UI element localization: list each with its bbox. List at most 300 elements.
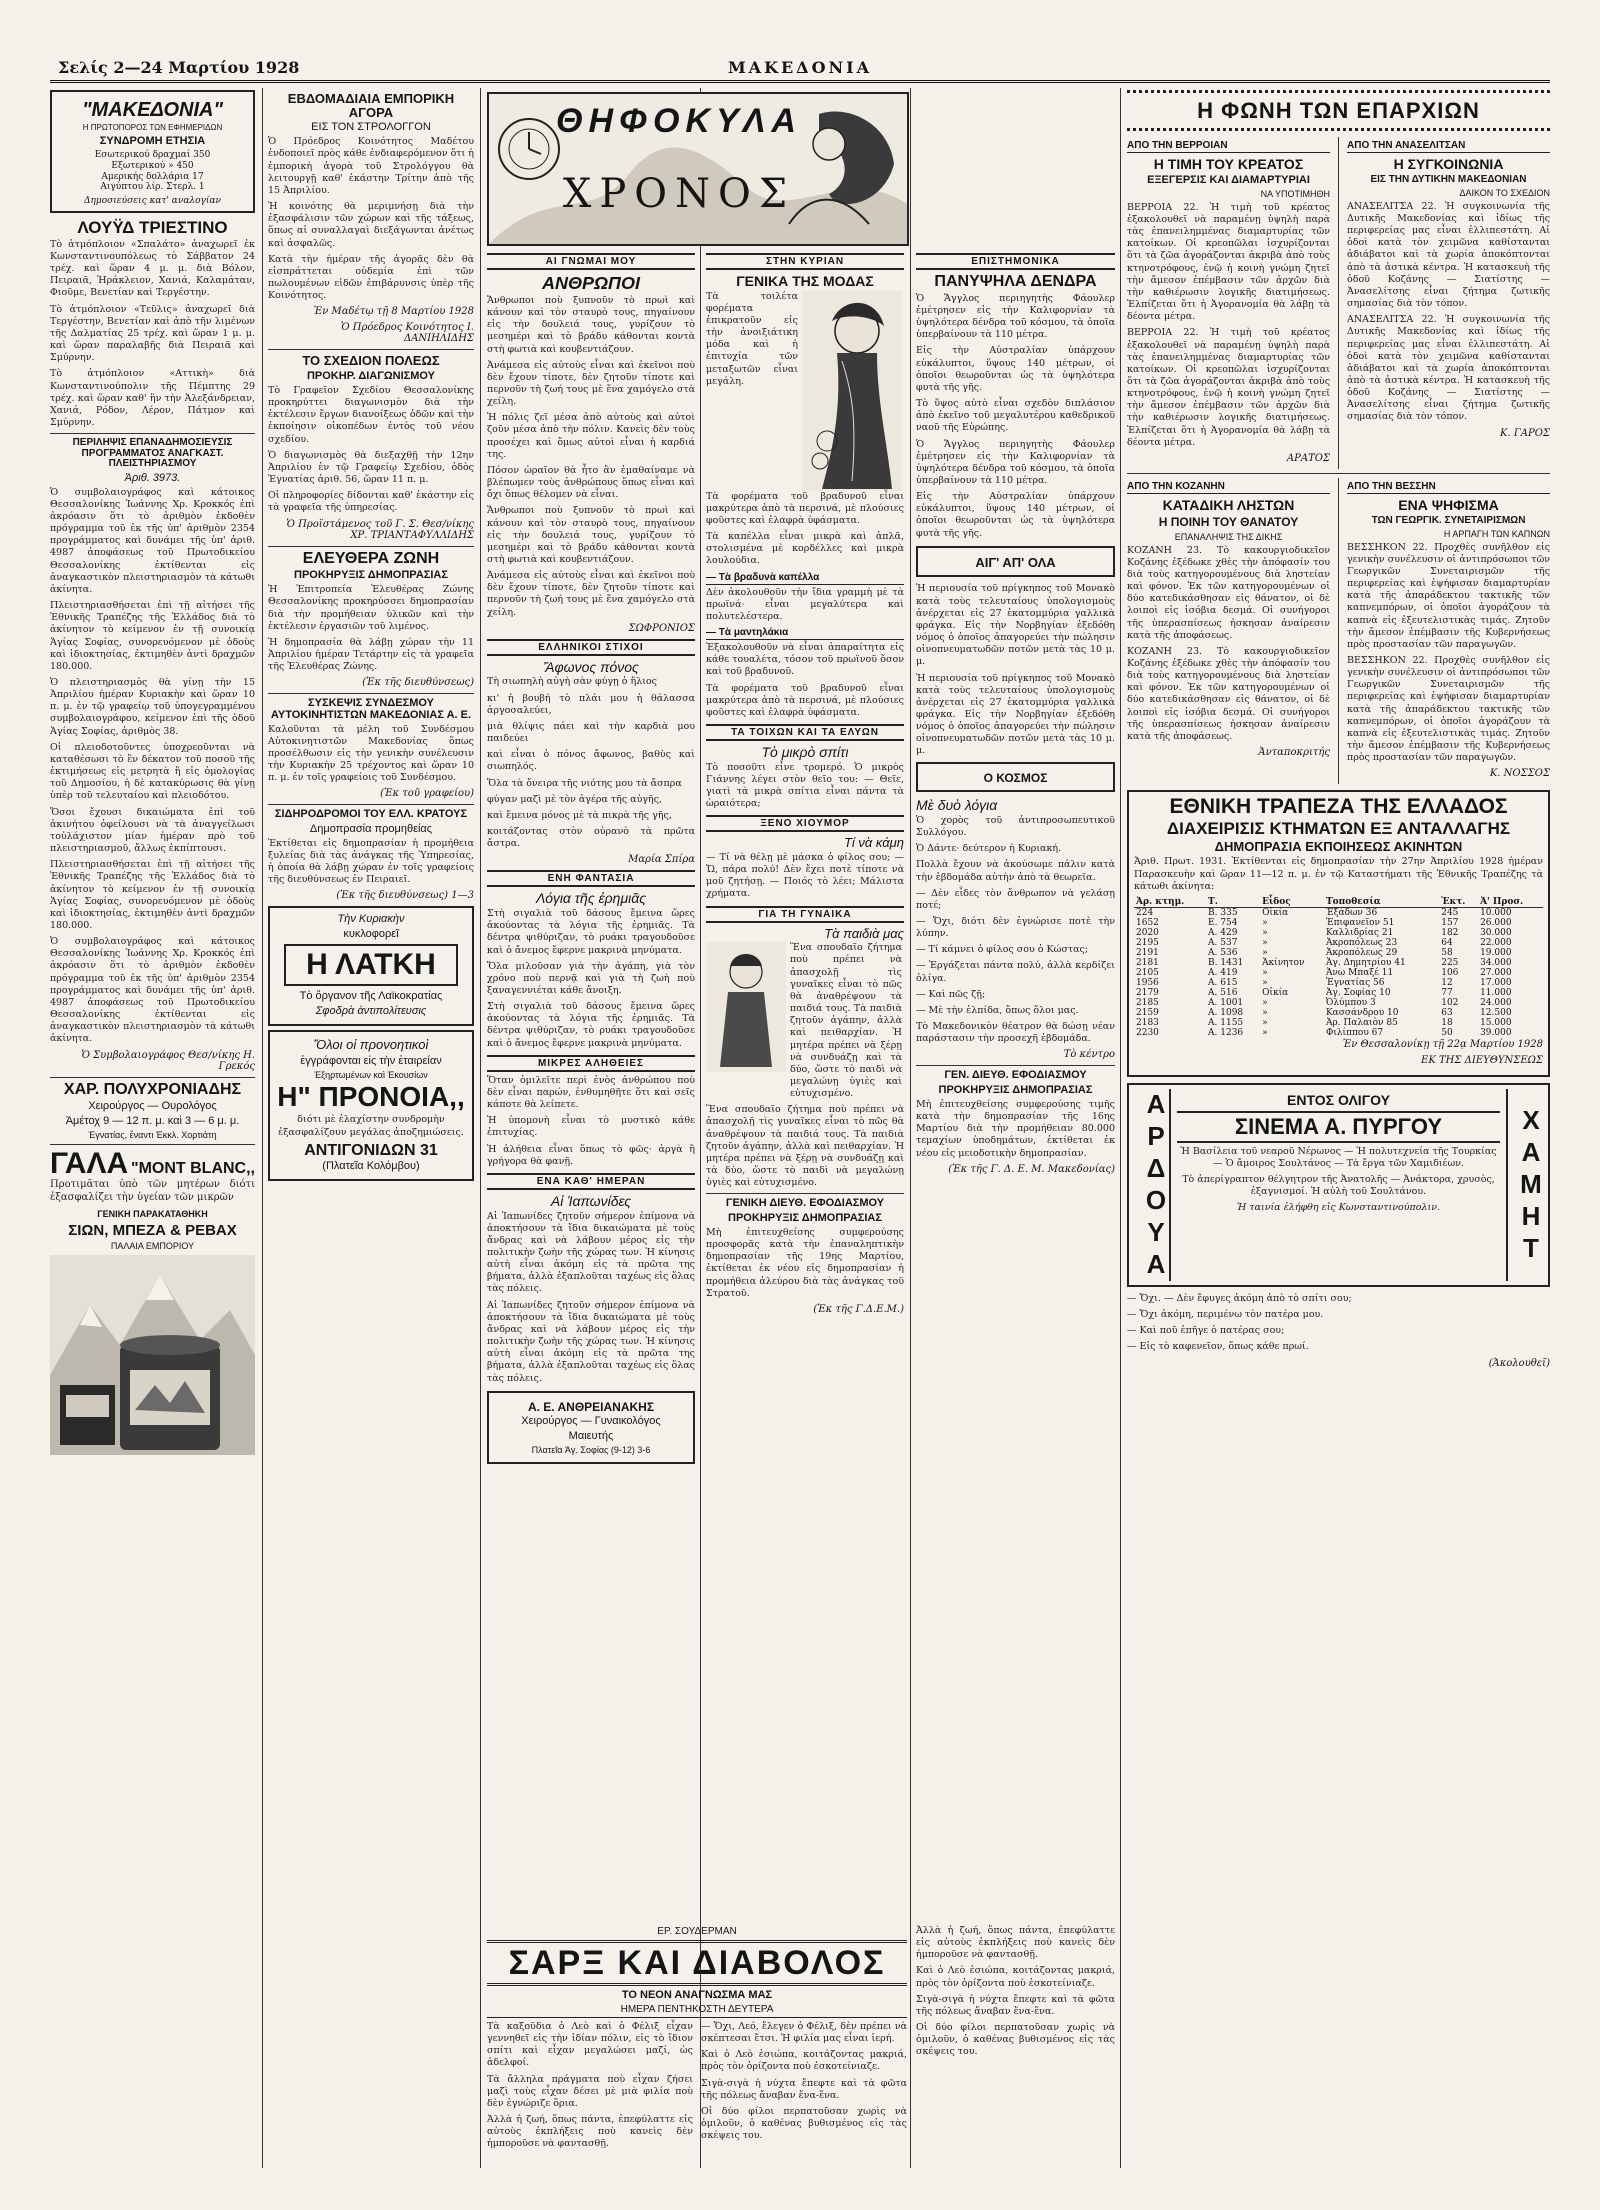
- milk-illustration: [50, 1255, 255, 1455]
- house-title: Τὸ μικρὸ σπίτι: [761, 744, 849, 761]
- trees-paragraph: Εἰς τὴν Αὐστραλίαν ὑπάρχουν εὐκάλυπτοι, ὕψους 140 μέτρων, οἱ ὁποῖοι θεωροῦνται ὡς τὰ ὑψηλότερα φυτὰ τῆς γῆς.: [916, 491, 1115, 539]
- cinema-top: ΕΝΤΟΣ ΟΛΙΓΟΥ: [1287, 1091, 1390, 1108]
- fashion-coat-text: Ἐξακολουθοῦν νὰ εἶναι ἀπαραίτητα εἰς κάθε τουαλέτα, τόσον τοῦ πρωϊνοῦ ὅσον καὶ τοῦ βραδυνοῦ.: [706, 642, 904, 678]
- poem-line: καὶ ἔμεινα μόνος μὲ τὰ πικρὰ τῆς γῆς,: [487, 809, 672, 821]
- lloyd-paragraph: Τὸ ἀτμόπλοιον «Σπαλάτο» ἀναχωρεῖ ἐκ Κωνσταντινουπόλεως τὸ Σάββατον 24 τρέχ. καὶ ὥραν 4 μ. μ. διὰ Βόλον, Πειραιᾶ, Ἡράκλειον, Χανιά, Καλαμάταν, Φιοῦμε, Βενετίαν καὶ Τεργέστην.: [50, 238, 255, 299]
- serial-block: [487, 1925, 907, 2170]
- bank-table-cell: Ἀκροπόλεως 29: [1325, 947, 1398, 958]
- bank-table-cell: »: [1262, 927, 1268, 938]
- bank-table-cell: 19.000: [1480, 947, 1512, 958]
- serial-paragraph: Ἀλλὰ ἡ ζωή, ὅπως πάντα, ἐπεφύλαττε εἰς αὐτοὺς ἐκπλήξεις ποὺ κανεὶς δὲν ἠμποροῦσε νὰ φαντασθῇ.: [487, 2114, 693, 2150]
- illustration-word: ΧΡΟΝΟΣ: [562, 171, 796, 217]
- bank-table-cell: 15.000: [1480, 1017, 1512, 1028]
- bank-table-cell: 157: [1441, 917, 1459, 928]
- kozani-sub: Η ΠΟΙΝΗ ΤΟΥ ΘΑΝΑΤΟΥ: [1158, 514, 1299, 529]
- bank-table-cell: 63: [1441, 1007, 1453, 1018]
- divider: [50, 1144, 255, 1145]
- auto-source: (Ἐκ τοῦ γραφείου): [380, 788, 474, 800]
- auction-sub: ΠΡΟΚΗΡΥΞΙΣ ΔΗΜΟΠΡΑΣΙΑΣ: [728, 1211, 882, 1224]
- humor-paragraph: — Τί νὰ θέλῃ μὲ μάσκα ὁ φίλος σου; — Ὤ, πάρα πολύ! Δὲν ἔχει ποτὲ τίποτε νὰ μοῦ ζητήσῃ. — Ποιός τὸ λέει; Μάλιστα χρήματα.: [706, 851, 904, 900]
- bank-table-cell: 102: [1441, 997, 1459, 1008]
- bank-table-cell: Ε. 754: [1208, 917, 1238, 928]
- berroia-paragraph: ΒΕΡΡΟΙΑ 22. Ἡ τιμὴ τοῦ κρέατος ἐξακολουθεῖ νὰ παραμένῃ ὑψηλὴ παρὰ τὰς ἐπανειλημμένας διαμαρτυρίας τῶν κατοίκων. Οἱ κρεοπῶλαι ἰσχυρίζονται ὅτι τὰ ζῶα ἀγοράζονται ἀκριβὰ ἀπὸ τοὺς κτηνοτρόφους, ἐνῷ ἡ κοινὴ γνώμη ζητεῖ τὴν ἄμεσον ἐπέμβασιν τῶν ἀρχῶν διὰ τὴν καθιέρωσιν λογικῆς διατιμήσεως. Ἐλπίζεται ὅτι ἡ Ἀγορανομία θὰ λάβῃ τὰ δέοντα μέτρα.: [1127, 201, 1331, 323]
- column-label: ΑΙ ΓΝΩΜΑΙ ΜΟΥ: [487, 253, 695, 270]
- free-zone-title: ΕΛΕΥΘΕΡΑ ΖΩΝΗ: [302, 549, 440, 567]
- bank-table-cell: 24.000: [1480, 997, 1512, 1008]
- aig-paragraph: Ἡ περιουσία τοῦ πρίγκηπος τοῦ Μονακὸ κατὰ τοὺς τελευταίους ὑπολογισμοὺς ἀνέρχεται εἰς 27 ἑκατομμύρια γαλλικὰ φράγκα. Εἰς τὴν Νορβηγίαν ἐξεδόθη νόμος ὁ ὁποῖος ἀπαγορεύει τὴν πώλησιν οἰνοπνευματωδῶν ποτῶν μετὰ τὰς 10 μ. μ.: [916, 672, 1115, 757]
- world-item: Τὸ Μακεδονικὸν θέατρον θὰ δώσῃ νέαν παράστασιν τὴν προσεχῆ ἑβδομάδα.: [916, 1021, 1115, 1045]
- bank-table-cell: Α. 1236: [1208, 1027, 1244, 1038]
- truth-item: Ἡ ὑπομονὴ εἶναι τὸ μυστικὸ κάθε ἐπιτυχίας.: [487, 1115, 695, 1139]
- aig-paragraph: Ἡ περιουσία τοῦ πρίγκηπος τοῦ Μονακὸ κατὰ τοὺς τελευταίους ὑπολογισμοὺς ἀνέρχεται εἰς 27 ἑκατομμύρια γαλλικὰ φράγκα. Εἰς τὴν Νορβηγίαν ἐξεδόθη νόμος ὁ ὁποῖος ἀπαγορεύει τὴν πώλησιν οἰνοπνευματωδῶν ποτῶν μετὰ τὰς 10 μ. μ.: [916, 583, 1115, 668]
- serial-column: [701, 2021, 907, 2155]
- women-paragraph: Ἕνα σπουδαῖο ζήτημα ποὺ πρέπει νὰ ἀπασχολῇ τὶς γυναῖκες εἶναι τὸ πῶς θὰ ἀναθρέψουν τὰ παιδιά τους. Τὰ παιδιὰ ζητοῦν ἀγάπην, ἀλλὰ καὶ πειθαρχίαν. Ἡ μητέρα πρέπει νὰ ξέρῃ νὰ συνδυάζῃ καὶ τὰ δύο, ὥστε τὸ παιδὶ νὰ μεγαλώνῃ ὑγιὲς καὶ εὐτυχισμένο.: [790, 942, 902, 1100]
- kozani-paragraph: ΚΟΖΑΝΗ 23. Τὸ κακουργιοδικεῖον Κοζάνης ἐξέδωκε χθὲς τὴν ἀπόφασίν του διὰ τοὺς κατηγορουμένους διὰ ληστείαν καὶ φόνον. Ἐκ τῶν κατηγορουμένων οἱ δύο κατεδικάσθησαν εἰς θάνατον, οἱ δὲ λοιποὶ εἰς ἰσόβια δεσμά. Οἱ συνήγοροι τῆς ὑπερασπίσεως ἠσκησαν ἀναίρεσιν κατὰ τῆς ἀποφάσεως.: [1127, 544, 1331, 641]
- column-rule: [910, 88, 911, 2168]
- bank-table-row: [1134, 938, 1543, 948]
- bank-table-cell: Οἰκία: [1262, 907, 1289, 918]
- lloyd-title: ΛΟΥΫΔ ΤΡΙΕΣΤΙΝΟ: [77, 217, 228, 237]
- japan-paragraph: Αἱ Ἰαπωνίδες ζητοῦν σήμερον ἐπίμονα νὰ ἀποκτήσουν τὰ ἴδια δικαιώματα μὲ τοὺς ἄνδρας καὶ νὰ λάβουν μέρος εἰς τὴν πολιτικὴν ζωὴν τῆς χώρας των. Ἡ κίνησις αὐτὴ εἶναι ἀκόμη εἰς τὰ πρῶτα της βήματα, ἀλλὰ ἐξαπλοῦται ταχέως εἰς ὅλας τὰς πόλεις.: [487, 1210, 695, 1295]
- lloyd-paragraph: Τὸ ἀτμόπλοιον «Τεῦλις» ἀναχωρεῖ διὰ Τεργέστην, Βενετίαν καὶ ἀπὸ τῆν λιμένων τῆς Δαλματίας 25 τρέχ. καὶ ὥραν 1 μ. μ. καὶ ὥραν παραλαβῆς διὰ Πειραιᾶ καὶ Σμύρνην.: [50, 303, 255, 364]
- bank-table-cell: 34.000: [1480, 957, 1512, 968]
- poem-line: καὶ εἶναι ὁ πόνος ἄφωνος, βαθὺς καὶ σιωπηλός.: [487, 749, 695, 773]
- bank-table-cell: »: [1262, 967, 1268, 978]
- subscription-line: Εσωτερικού δραχμαί 350: [94, 150, 211, 160]
- bank-table-cell: »: [1262, 977, 1268, 988]
- anaselitsa-article: [1347, 137, 1550, 469]
- pronoia-small: Ἐξηρτωμένων καὶ Ἐκουσίων: [314, 1070, 428, 1081]
- bank-table-cell: 2179: [1136, 987, 1159, 998]
- fashion-hat-heading: — Τὰ βραδυνὰ καπέλλα: [706, 572, 904, 585]
- serial-column: [487, 2021, 693, 2155]
- bank-date: Ἐν Θεσσαλονίκῃ τῇ 22ᾳ Μαρτίου 1928: [1342, 1038, 1543, 1050]
- bank-table-cell: Α. 1155: [1208, 1017, 1244, 1028]
- bank-table-cell: 27.000: [1480, 967, 1512, 978]
- milk-brand: "MONT BLANC,,: [130, 1160, 255, 1178]
- bank-table-cell: »: [1262, 1027, 1268, 1038]
- serial-paragraph: Καὶ ὁ Λεὸ ἐσιώπα, κοιτάζοντας μακριά, πρὸς τὸν ὁρίζοντα ποὺ ἐσκοτείνιαζε.: [701, 2049, 907, 2073]
- announcement-paragraph: Πλειστηριασθήσεται ἐπὶ τῇ αἰτήσει τῆς Ἐθνικῆς Τραπέζης τῆς Ἑλλάδος διὰ τὸ ἀκίνητον τὸ κείμενον ἐν τῇ συνοικίᾳ Ἁγίας Σοφίας, συνορευόμενον μὲ ὁδοὺς καὶ ἰδιοκτησίας, ἐκτιμηθὲν ἀντὶ δραχμῶν 180.000.: [50, 859, 255, 931]
- bank-table-row: [1134, 928, 1543, 938]
- vessi-sub: ΤΩΝ ΓΕΩΡΓΙΚ. ΣΥΝΕΤΑΙΡΙΣΜΩΝ: [1371, 514, 1526, 526]
- japan-label: ΕΝΑ ΚΑΘ' ΗΜΕΡΑΝ: [487, 1173, 695, 1190]
- subscription-line: Εξωτερικού » 450: [111, 160, 194, 171]
- bank-table-row: [1134, 978, 1543, 988]
- competition-paragraph: Ὁ διαγωνισμὸς θὰ διεξαχθῇ τὴν 12ην Ἀπριλίου ἐν τῷ Γραφείῳ Σχεδίου, ὁδὸς Ἐγνατίας ἀριθ. 56, ὥραν 11 π. μ.: [268, 449, 474, 486]
- bank-table-cell: 39.000: [1480, 1027, 1512, 1038]
- doctor-address: Πλατεῖα Ἁγ. Σοφίας (9-12) 3-6: [531, 1445, 651, 1456]
- world-label: Ο ΚΟΣΜΟΣ: [983, 770, 1048, 785]
- pronoia-text: διότι μὲ ἐλαχίστην συνδρομὴν ἐξασφαλίζουν μεγάλας ἀποζημιώσεις.: [278, 1114, 464, 1138]
- cinema-line: Ἡ Βασίλεια τοῦ νεαροῦ Νέρωνος — Ἡ πολυτεχνεία τῆς Τουρκίας — Ὁ ἄμοιρος Σουλτάνος — Τὰ ἔργα τῶν Χαμιδιέων.: [1180, 1145, 1497, 1169]
- competition-paragraph: Οἱ πληροφορίες δίδονται καθ' ἑκάστην εἰς τὰ γραφεῖα τῆς ὑπηρεσίας.: [268, 490, 474, 514]
- bank-table-cell: 64: [1441, 937, 1453, 948]
- cinema-ad: [1127, 1083, 1550, 1287]
- pronoia-address2: (Πλατεῖα Κολόμβου): [322, 1159, 420, 1172]
- bank-table-cell: 12: [1441, 977, 1453, 988]
- fashion-paragraph: Τὰ καπέλλα εἶναι μικρὰ καὶ ἁπλᾶ, στολισμένα μὲ κορδέλλες καὶ μικρὰ λουλούδια.: [706, 531, 904, 567]
- bank-table-cell: 2159: [1136, 1007, 1159, 1018]
- bank-table-cell: Α. 537: [1208, 937, 1238, 948]
- berroia-article: [1127, 137, 1330, 469]
- bank-table-cell: 30.000: [1480, 927, 1512, 938]
- milk-agent-address: ΠΑΛΑΙΑ ΕΜΠΟΡΙΟΥ: [110, 1240, 195, 1251]
- divider: [916, 1065, 1115, 1066]
- serial-paragraph: — Ὄχι, Λεό, ἔλεγεν ὁ Φέλιξ, δὲν πρέπει νὰ σκέπτεσαι ἔτσι. Ἡ φιλία μας εἶναι ἱερή.: [701, 2021, 907, 2045]
- japan-paragraph: Αἱ Ἰαπωνίδες ζητοῦν σήμερον ἐπίμονα νὰ ἀποκτήσουν τὰ ἴδια δικαιώματα μὲ τοὺς ἄνδρας καὶ νὰ λάβουν μέρος εἰς τὴν πολιτικὴν ζωὴν τῆς χώρας των. Ἡ κίνησις αὐτὴ εἶναι ἀκόμη εἰς τὰ πρῶτα της βήματα, ἀλλὰ ἐξαπλοῦται ταχέως εἰς ὅλας τὰς πόλεις.: [487, 1299, 695, 1384]
- announcement-paragraph: Ὁ πλειστηριασμὸς θὰ γίνῃ τὴν 15 Ἀπριλίου ἡμέραν Κυριακὴν καὶ ὥραν 10 π. μ. ἐν τῷ γραφείῳ τοῦ ὑπογεγραμμένου συμβολαιογράφου, κείμενον ἐπὶ τῆς ὁδοῦ Ἁγίας Σοφίας, ἀριθμὸς 38.: [50, 677, 255, 737]
- bank-table-cell: Ἀκίνητον: [1262, 957, 1305, 968]
- world-item: Ὁ χορὸς τοῦ ἀντιπροσωπευτικοῦ Συλλόγου.: [916, 814, 1115, 839]
- fill-line: — Εἰς τὸ καφενεῖον, ὅπως κάθε πρωί.: [1127, 1341, 1309, 1353]
- bank-table-cell: Ἀγ. Σοφίας 10: [1325, 987, 1391, 998]
- illustration-header: [487, 92, 909, 246]
- essay-paragraph: Ἄνθρωποι ποὺ ξυπνοῦν τὸ πρωὶ καὶ κάνουν καὶ τὸν σταυρὸ τους, πηγαίνουν εἰς τὴν δουλειά τους, γυρίζουν τὸ μεσημέρι καὶ τὸ βράδυ κάθονται κοντὰ στὴ φωτιὰ καὶ κουβεντιάζουν.: [487, 505, 695, 566]
- column-2: [268, 88, 474, 2168]
- bank-signer: ΕΚ ΤΗΣ ΔΙΕΥΘΥΝΣΕΩΣ: [1421, 1054, 1543, 1066]
- latki-tag: Σφοδρὰ ἀντιπολίτευσις: [315, 1005, 427, 1018]
- cinema-line: Τὸ ἀπερίγραπτον θέλγητρον τῆς Ἀνατολῆς — Ἀνάκτορα, χρυσὸς, ἐξαγνισμοί. Ἡ αὐλὴ τοῦ Σουλτάνου.: [1182, 1173, 1495, 1198]
- bank-table-cell: »: [1262, 997, 1268, 1008]
- bank-table-cell: 1652: [1136, 917, 1159, 928]
- fill-line: — Καὶ ποῦ ἐπῆγε ὁ πατέρας σου;: [1127, 1325, 1285, 1337]
- bank-table-cell: Φιλίππου 67: [1325, 1027, 1384, 1038]
- paper-name: ΜΑΚΕΔΟΝΙΑ: [727, 58, 873, 77]
- trees-title: ΠΑΝΥΨΗΛΑ ΔΕΝΔΡΑ: [934, 273, 1097, 290]
- provinces-top-row: [1127, 137, 1550, 469]
- lloyd-paragraph: Τὸ ἀτμόπλοιον «Αττικὴ» διὰ Κωνσταντινούπολιν τῆς Πέμπτης 29 τρέχ. καὶ ὥραν καθ' ἣν τὴν Ἀλεξάνδρειαν, Χανιά, Ρόδον, Λέρον, Πάτμον καὶ Σμύρνην.: [50, 368, 255, 429]
- market-sub: ΕΙΣ ΤΟΝ ΣΤΡΟΛΟΓΓΟΝ: [311, 121, 431, 134]
- bank-table-cell: 2191: [1136, 947, 1159, 958]
- column-1: [50, 88, 255, 2168]
- bank-sub: ΔΙΑΧΕΙΡΙΣΙΣ ΚΤΗΜΑΤΩΝ ΕΞ ΑΝΤΑΛΛΑΓΗΣ: [1166, 819, 1511, 839]
- story-title: Λόγια τῆς ἐρημιᾶς: [535, 890, 647, 907]
- essay-paragraph: Ἀνάμεσα εἰς αὐτοὺς εἶναι καὶ ἐκεῖνοι ποὺ δὲν ἔχουν τίποτε, δὲν ζητοῦν τίποτε καὶ περνοῦν τὴ ζωή τους μὲ ἕνα χαμόγελο στὰ χείλη.: [487, 570, 695, 618]
- essay-title: ΑΝΘΡΩΠΟΙ: [542, 273, 640, 293]
- bank-table-cell: »: [1262, 937, 1268, 948]
- auction-source: (Ἐκ τῆς Γ. Δ. Ε. Μ. Μακεδονίας): [948, 1163, 1115, 1175]
- bank-table-row: [1134, 1008, 1543, 1018]
- science-label: ΕΠΙΣΤΗΜΟΝΙΚΑ: [916, 253, 1115, 270]
- essay-paragraph: Ἄνθρωποι ποὺ ξυπνοῦν τὸ πρωὶ καὶ κάνουν καὶ τὸν σταυρὸ τους, πηγαίνουν εἰς τὴν δουλειά τους, γυρίζουν τὸ μεσημέρι καὶ τὸ βράδυ κάθονται κοντὰ στὴ φωτιὰ καὶ κουβεντιάζουν.: [487, 294, 695, 355]
- bank-table-cell: 11.000: [1480, 987, 1512, 998]
- bank-table-cell: Κασσάνδρου 10: [1325, 1007, 1399, 1018]
- bank-table-cell: 225: [1441, 957, 1459, 968]
- world-signer: Τὸ κέντρο: [1063, 1049, 1115, 1061]
- fill-line: — Ὄχι. — Δὲν ἔφυγες ἀκόμη ἀπὸ τὸ σπίτι σου;: [1127, 1292, 1352, 1304]
- bank-table: [1134, 897, 1543, 1038]
- trees-paragraph: Ὁ Ἄγγλος περιηγητὴς Φάουλερ ἐμέτρησεν εἰς τὴν Καλιφορνίαν τὰ ὑψηλότερα δένδρα τοῦ κόσμου, τὰ ὁποῖα ὑπερβαίνουν τὰ 110 μέτρα.: [916, 292, 1115, 341]
- bank-table-cell: 182: [1441, 927, 1459, 938]
- bank-table-cell: 2195: [1136, 937, 1159, 948]
- kozani-article: [1127, 478, 1330, 785]
- divider: [50, 433, 255, 434]
- fashion-label: ΣΤΗΝ ΚΥΡΙΑΝ: [706, 253, 904, 270]
- world-item: Ὁ Δάντε· δεύτερον ἡ Κυριακή.: [916, 843, 1062, 855]
- doctor-sub: Μαιευτής: [568, 1430, 614, 1443]
- vessi-from: ΑΠΟ ΤΗΝ ΒΕΣΣΗΝ: [1347, 481, 1550, 494]
- column-rule: [700, 88, 701, 2168]
- bank-table-row: [1134, 998, 1543, 1008]
- bank-title: ΕΘΝΙΚΗ ΤΡΑΠΕΖΑ ΤΗΣ ΕΛΛΑΔΟΣ: [1169, 795, 1508, 819]
- bank-col-header: Ἐκτ.: [1439, 897, 1478, 908]
- column-3: [487, 248, 695, 1920]
- auction-paragraph: Μὴ ἐπιτευχθείσης συμφερούσης τιμῆς κατὰ τὴν δημοπρασίαν τῆς 16ης Μαρτίου διὰ τὴν προμήθειαν 80.000 τεμαχίων ὑποδημάτων, ἐκτίθεται ἐκ νέου εἰς μειοδοτικὴν δημοπρασίαν.: [916, 1098, 1115, 1159]
- subscription-line: Αιγύπτου λίρ. Στερλ. 1: [100, 182, 205, 193]
- illustration-title: ΘΗΦΟΚΥΛΑ: [556, 102, 802, 140]
- milk-text: Προτιμᾶται ὑπὸ τῶν μητέρων διότι ἐξασφαλίζει τὴν ὑγείαν τῶν μικρῶν: [50, 1179, 255, 1204]
- serial-paragraph: Οἱ δύο φίλοι περπατοῦσαν χωρὶς νὰ ὁμιλοῦν, ὁ καθένας βυθισμένος εἰς τὰς σκέψεις του.: [916, 2022, 1115, 2058]
- bank-table-cell: Ἐπιφανεῖον 51: [1325, 917, 1395, 928]
- market-date: Ἐν Μαδέτῳ τῇ 8 Μαρτίου 1928: [313, 306, 474, 318]
- bank-table-cell: 58: [1441, 947, 1453, 958]
- serial-continued: [916, 1925, 1115, 2170]
- cinema-left: ΑΡΔΟΥΑ: [1133, 1089, 1171, 1281]
- women-label: ΓΙΑ ΤΗ ΓΥΝΑΙΚΑ: [706, 906, 904, 923]
- serial-paragraph: Καὶ ὁ Λεὸ ἐσιώπα, κοιτάζοντας μακριά, πρὸς τὸν ὁρίζοντα ποὺ ἐσκοτείνιαζε.: [916, 1965, 1115, 1989]
- latki-desc: Τὸ ὄργανον τῆς Λαϊκοκρατίας: [299, 990, 443, 1003]
- announcement-paragraph: Οἱ πλειοδοτοῦντες ὑποχρεοῦνται νὰ καταθέσωσι τὸ ἓν δέκατον τοῦ ποσοῦ τῆς ἐκτιμήσεως εἰς μετρητὰ ἢ εἰς ὁμολογίας τοῦ Δημοσίου, ἡ δὲ κατακύρωσις θὰ γίνῃ ὑπὲρ τοῦ τελευταίου καὶ πλειοδότου.: [50, 741, 255, 802]
- doctor-role: Χειρούργος — Ουρολόγος: [88, 1100, 217, 1113]
- fashion-paragraph: Τὰ τοιλέτα φορέματα ἐπικρατοῦν εἰς τὴν ἀνοιξιάτικη μόδα καὶ ἡ ἐπιτυχία τῶν μεταξωτῶν εἶναι μεγάλη.: [706, 290, 798, 387]
- latki-mid: κυκλοφορεῖ: [343, 928, 399, 941]
- bank-table-cell: Α. 516: [1208, 987, 1238, 998]
- pronoia-title: Η" ΠΡΟΝΟΙΑ,,: [277, 1081, 465, 1113]
- free-zone-source: (Ἐκ τῆς διευθύνσεως): [362, 677, 474, 689]
- serial-paragraph: Ἀλλὰ ἡ ζωή, ὅπως πάντα, ἐπεφύλαττε εἰς αὐτοὺς ἐκπλήξεις ποὺ κανεὶς δὲν ἠμποροῦσε νὰ φαντασθῇ.: [916, 1925, 1115, 1961]
- anaselitsa-from: ΑΠΟ ΤΗΝ ΑΝΑΣΕΛΙΤΣΑΝ: [1347, 140, 1550, 153]
- auction-sub: ΠΡΟΚΗΡΥΞΙΣ ΔΗΜΟΠΡΑΣΙΑΣ: [938, 1083, 1093, 1096]
- bank-table-cell: Α. 536: [1208, 947, 1238, 958]
- bank-table-row: [1134, 968, 1543, 978]
- bank-table-cell: Ἀρ. Παλαιὸν 85: [1325, 1017, 1398, 1028]
- column-rule: [480, 88, 481, 2168]
- subscription-note: Δημοσιεύσεις κατ' αναλογίαν: [83, 196, 222, 207]
- bank-table-cell: Α. 615: [1208, 977, 1238, 988]
- competition-title: ΤΟ ΣΧΕΔΙΟΝ ΠΟΛΕΩΣ: [302, 353, 440, 369]
- serial-paragraph: Σιγὰ-σιγὰ ἡ νύχτα ἔπεφτε καὶ τὰ φῶτα τῆς πόλεως ἄναβαν ἕνα-ἕνα.: [916, 1993, 1115, 2017]
- world-item: Πολλὰ ἔχουν νὰ ἀκούσωμε πάλιν κατὰ τὴν ἑβδομάδα αὐτὴν ἀπὸ τὰ θεωρεῖα.: [916, 859, 1115, 883]
- rail-paragraph: Ἐκτίθεται εἰς δημοπρασίαν ἡ προμήθεια ξυλείας διὰ τὰς ἀνάγκας τῆς Ὑπηρεσίας, ἡ ὁποία θὰ λάβῃ χώραν ἐν τοῖς γραφείοις τῆς διευθύνσεως ἐν Πειραιεῖ.: [268, 837, 474, 886]
- milk-agent-label: ΓΕΝΙΚΗ ΠΑΡΑΚΑΤΑΘΗΚΗ: [97, 1208, 208, 1219]
- serial-paragraph: Οἱ δύο φίλοι περπατοῦσαν χωρὶς νὰ ὁμιλοῦν, ὁ καθένας βυθισμένος εἰς τὰς σκέψεις του.: [701, 2105, 907, 2142]
- pronoia-address: ΑΝΤΙΓΟΝΙΔΩΝ 31: [304, 1141, 438, 1159]
- doctor-box: [487, 1391, 695, 1465]
- announcement-paragraph: Ὅσοι ἔχουσι δικαιώματα ἐπὶ τοῦ ἀκινήτου ὀφείλουσι νὰ τὰ ἀναγγείλωσι τοὐλάχιστον μίαν ἡμέραν πρὸ τοῦ πλειστηριασμοῦ, ἄλλως ἐκπίπτουσι.: [50, 806, 255, 855]
- bank-table-row: [1134, 958, 1543, 968]
- bank-table-cell: 2183: [1136, 1017, 1159, 1028]
- bank-table-row: [1134, 1018, 1543, 1028]
- women-block: [706, 942, 904, 1104]
- humor-label: ΞΕΝΟ ΧΙΟΥΜΟΡ: [706, 815, 904, 832]
- provinces-bottom-row: [1127, 478, 1550, 785]
- trees-paragraph: Ὁ Ἄγγλος περιηγητὴς Φάουλερ ἐμέτρησεν εἰς τὴν Καλιφορνίαν τὰ ὑψηλότερα δένδρα τοῦ κόσμου, τὰ ὁποῖα ὑπερβαίνουν τὰ 110 μέτρα.: [916, 438, 1115, 486]
- milk-agent: ΣΙΩΝ, ΜΠΕΖΑ & ΡΕΒΑΧ: [68, 1221, 237, 1239]
- bank-table-cell: 2185: [1136, 997, 1159, 1008]
- bank-col-header: Εἶδος: [1260, 897, 1324, 908]
- subscription-line: Αμερικής δολλάρια 17: [101, 171, 204, 182]
- vessi-paragraph: ΒΕΣΣΗΚΟΝ 22. Προχθὲς συνῆλθον εἰς γενικὴν συνέλευσιν οἱ ἀντιπρόσωποι τῶν Γεωργικῶν Συνεταιρισμῶν τῆς περιφερείας καὶ ἐψήφισαν διαμαρτυρίαν κατὰ τῆς ἀπαράδεκτου τακτικῆς τῶν καπνεμπόρων, οἱ ὁποῖοι ἀγοράζουν τὰ καπνὰ εἰς ἐξευτελιστικὰς τιμάς. Ζητοῦν τὴν ἄμεσον ἐπέμβασιν τῆς Κυβερνήσεως πρὸς προστασίαν τῶν παραγωγῶν.: [1347, 655, 1550, 764]
- bank-table-cell: Οἰκία: [1262, 987, 1289, 998]
- auction-title: ΓΕΝΙΚΗ ΔΙΕΥΘ. ΕΦΟΔΙΑΣΜΟΥ: [725, 1197, 885, 1210]
- subscription-box: [50, 90, 255, 213]
- world-box: [916, 762, 1115, 793]
- bank-table-cell: 2105: [1136, 967, 1159, 978]
- bank-table-cell: 26.000: [1480, 917, 1512, 928]
- doctor-role: Χειρούργος — Γυναικολόγος: [521, 1415, 661, 1428]
- bank-intro: Ἀριθ. Πρωτ. 1931. Ἐκτίθενται εἰς δημοπρασίαν τὴν 27ην Ἀπριλίου 1928 ἡμέραν Παρασκευὴν καὶ ὥραν 11—12 π. μ. ἐν τῷ Καταστήματι τῆς Ἐθνικῆς Τραπέζης τὰ κάτωθι ἀκίνητα:: [1134, 856, 1543, 892]
- fashion-intro: [706, 291, 904, 491]
- serial-paragraph: Τὰ ἄλληλα πράγματα ποὺ εἶχαν ζήσει μαζὶ τοὺς εἶχαν δέσει μὲ μιὰ φιλία ποὺ δὲν ἐγνώριζε ὅρια.: [487, 2073, 693, 2109]
- vessi-paragraph: ΒΕΣΣΗΚΟΝ 22. Προχθὲς συνῆλθον εἰς γενικὴν συνέλευσιν οἱ ἀντιπρόσωποι τῶν Γεωργικῶν Συνεταιρισμῶν τῆς περιφερείας καὶ ἐψήφισαν διαμαρτυρίαν κατὰ τῆς ἀπαράδεκτου τακτικῆς τῶν καπνεμπόρων, οἱ ὁποῖοι ἀγοράζουν τὰ καπνὰ εἰς ἐξευτελιστικὰς τιμάς. Ζητοῦν τὴν ἄμεσον ἐπέμβασιν τῆς Κυβερνήσεως πρὸς προστασίαν τῶν παραγωγῶν.: [1347, 541, 1550, 650]
- bank-table-header: [1134, 897, 1543, 908]
- rail-title: ΣΙΔΗΡΟΔΡΟΜΟΙ ΤΟΥ ΕΛΛ. ΚΡΑΤΟΥΣ: [274, 808, 468, 821]
- latki-top: Τὴν Κυριακὴν: [337, 913, 405, 926]
- world-item: — Ἐργάζεται πάντα πολύ, ἀλλὰ κερδίζει ὀλίγα.: [916, 960, 1115, 984]
- bank-table-cell: Ἐγνατίας 56: [1325, 977, 1385, 988]
- column-5: [916, 248, 1115, 1920]
- anaselitsa-signer: Κ. ΓΑΡΟΣ: [1500, 427, 1550, 439]
- divider: [50, 1077, 255, 1078]
- free-zone-paragraph: Ἡ δημοπρασία θὰ λάβῃ χώραν τὴν 11 Ἀπριλίου ἡμέραν Τετάρτην εἰς τὰ γραφεῖα τῆς Ἐλευθέρας Ζώνης.: [268, 636, 474, 673]
- bank-table-cell: Ἀκροπόλεως 23: [1325, 937, 1398, 948]
- latki-title: Η ΛΑΤΚΗ: [284, 944, 458, 986]
- column-rule: [1120, 88, 1121, 2168]
- announcement-title: ΠΕΡΙΛΗΨΙΣ ΕΠΑΝΑΔΗΜΟΣΙΕΥΣΙΣ ΠΡΟΓΡΑΜΜΑΤΟΣ ΑΝΑΓΚΑΣΤ. ΠΛΕΙΣΤΗΡΙΑΣΜΟΥ: [72, 437, 233, 470]
- divider: [1127, 473, 1550, 474]
- auto-title: ΣΥΣΚΕΨΙΣ ΣΥΝΔΕΣΜΟΥ ΑΥΤΟΚΙΝΗΤΙΣΤΩΝ ΜΑΚΕΔΟΝΙΑΣ Α. Ε.: [270, 697, 472, 721]
- column-rule: [1338, 478, 1339, 785]
- page-date: Σελίς 2—24 Μαρτίου 1928: [58, 58, 300, 77]
- auction-title: ΓΕΝ. ΔΙΕΥΘ. ΕΦΟΔΙΑΣΜΟΥ: [944, 1069, 1087, 1082]
- kozani-title: ΚΑΤΑΔΙΚΗ ΛΗΣΤΩΝ: [1162, 496, 1295, 513]
- bank-table-cell: 224: [1136, 907, 1154, 918]
- pronoia-desc: ἐγγράφονται εἰς τὴν ἐταιρείαν: [300, 1055, 442, 1068]
- competition-signer: Ὁ Προϊστάμενος τοῦ Γ. Σ. Θεσ/νίκης ΧΡ. ΤΡΙΑΝΤΑΦΥΛΛΙΔΗΣ: [286, 518, 474, 541]
- pronoia-top: Ὅλοι οἱ προνοητικοὶ: [313, 1037, 429, 1053]
- bank-table-row: [1134, 948, 1543, 958]
- divider: [268, 693, 474, 694]
- cinema-name: ΣΙΝΕΜΑ Α. ΠΥΡΓΟΥ: [1177, 1111, 1500, 1143]
- fashion-coat-heading: — Τὰ μαντηλάκια: [706, 627, 904, 640]
- fashion-paragraph: Τὰ φορέματα τοῦ βραδυνοῦ εἶναι μακρύτερα ἀπὸ τὰ περσινά, μὲ πλούσιες φοῦστες καὶ ἐλαφρὰ ὑφάσματα.: [706, 490, 904, 526]
- story-paragraph: Στὴ σιγαλιὰ τοῦ δάσους ἔμεινα ὥρες ἀκούοντας τὰ λόγια τῆς ἐρημιᾶς. Τὰ δέντρα ψιθύριζαν, τὸ ρυάκι τραγουδοῦσε καὶ ὁ ἄνεμος ἔφερνε μακρινὰ μηνύματα.: [487, 908, 695, 956]
- house-paragraph: Τὸ ποσοῦτι εἶνε τρομερό. Ὁ μικρὸς Γιάννης λέγει στὸν θεῖο του: — Θεῖε, γιατὶ τὰ μικρὰ σπίτια εἶναι πάντα τὰ ὡραιότερα;: [706, 761, 904, 810]
- serial-columns: [487, 2021, 907, 2155]
- market-paragraph: Κατὰ τὴν ἡμέραν τῆς ἀγορᾶς δὲν θὰ εἰσπράττεται οὐδεμία ἐπὶ τῶν πωλουμένων εἰδῶν ἐπιβάρυνσις ὑπὲρ τῆς Κοινότητος.: [268, 253, 474, 302]
- pronoia-ad: [268, 1030, 474, 1180]
- column-4: [706, 248, 904, 1920]
- cinema-right: ΧΑΜΗΤ: [1506, 1089, 1544, 1281]
- women-paragraph: Ἕνα σπουδαῖο ζήτημα ποὺ πρέπει νὰ ἀπασχολῇ τὶς γυναῖκες εἶναι τὸ πῶς θὰ ἀναθρέψουν τὰ παιδιά τους. Τὰ παιδιὰ ζητοῦν ἀγάπην, ἀλλὰ καὶ πειθαρχίαν. Ἡ μητέρα πρέπει νὰ ξέρῃ νὰ συνδυάζῃ καὶ τὰ δύο, ὥστε τὸ παιδὶ νὰ μεγαλώνῃ ὑγιὲς καὶ εὐτυχισμένο.: [706, 1104, 904, 1189]
- doctor-name: ΧΑΡ. ΠΟΛΥΧΡΟΝΙΑΔΗΣ: [63, 1080, 242, 1098]
- bank-table-row: [1134, 918, 1543, 928]
- fashion-title: ΓΕΝΙΚΑ ΤΗΣ ΜΟΔΑΣ: [736, 273, 874, 289]
- competition-paragraph: Τὸ Γραφεῖον Σχεδίου Θεσσαλονίκης προκηρύττει διαγωνισμὸν διὰ τὴν ἐκτέλεσιν ἔργων διανοίξεως ὁδῶν καὶ τὴν ἐκποίησιν οἰκοπέδων ἐντὸς τοῦ νέου σχεδίου.: [268, 384, 474, 445]
- bank-sub2: ΔΗΜΟΠΡΑΣΙΑ ΕΚΠΟΙΗΣΕΩΣ ΑΚΙΝΗΤΩΝ: [1214, 839, 1463, 855]
- berroia-signer: ΑΡΑΤΟΣ: [1286, 452, 1331, 464]
- anaselitsa-title: Η ΣΥΓΚΟΙΝΩΝΙΑ: [1393, 156, 1504, 173]
- bank-table-cell: Α. 429: [1208, 927, 1238, 938]
- doctor-address: Ἐγνατίας, ἔναντι Ἐκκλ. Χορτιάτη: [88, 1130, 217, 1141]
- humor-title: Τί νὰ κάμη: [843, 835, 904, 851]
- doctor-hours: Ἀμέτοχ 9 — 12 π. μ. καὶ 3 — 6 μ. μ.: [65, 1115, 240, 1128]
- bank-table-cell: Α. 1001: [1208, 997, 1244, 1008]
- bank-table-row: [1134, 988, 1543, 998]
- anaselitsa-paragraph: ΑΝΑΣΕΛΙΤΣΑ 22. Ἡ συγκοινωνία τῆς Δυτικῆς Μακεδονίας καὶ ἰδίως τῆς περιφερείας μας εἶναι ἐλλιπεστάτη. Αἱ ὁδοὶ κατὰ τὸν χειμῶνα καθίστανται ἀδιάβατοι καὶ τὰ χωρία ἀποκόπτονται ἀπὸ τὰ ἀστικὰ κέντρα. Ἡ κατασκευὴ τῆς ὁδοῦ Κοζάνης — Σιατίστης — Ἀνασελίτσης εἶναι ζήτημα ζωτικῆς σημασίας διὰ τὸν τόπον.: [1347, 200, 1550, 310]
- bank-table-row: [1134, 907, 1543, 918]
- announcement-paragraph: Ὁ συμβολαιογράφος καὶ κάτοικος Θεσσαλονίκης Ἰωάννης Χρ. Κροκκός ἐπὶ ἀκρόασιν ὅτι τὸ ἀριθμὸν ἐκδοθὲν πρόγραμμα τοῦ ἐκ τῆς ὑπ' ἀριθμὸν 2354 προγράμματος καὶ δυνάμει τῆς ὑπ' ἀριθ. 4987 ἀποφάσεως τοῦ Πρωτοδικείου Θεσσαλονίκης ἐκτίθενται εἰς ἀναγκαστικὸν πλειστηριασμὸν τὰ κάτωθι ἀκίνητα.: [50, 486, 255, 595]
- kozani-subsub: ΕΠΑΝΑΛΗΨΙΣ ΤΗΣ ΔΙΚΗΣ: [1174, 531, 1283, 542]
- masthead: [50, 58, 1550, 83]
- column-rule: [1338, 137, 1339, 469]
- column-6: [1127, 88, 1550, 2168]
- bank-table-cell: »: [1262, 947, 1268, 958]
- bank-table-cell: »: [1262, 917, 1268, 928]
- subscription-heading: ΣΥΝΔΡΟΜΗ ΕΤΗΣΙΑ: [99, 135, 206, 147]
- cinema-line: Ἡ ταινία ἐλήφθη εἰς Κωνσταντινούπολιν.: [1236, 1202, 1441, 1214]
- bank-table-cell: 77: [1441, 987, 1453, 998]
- bank-table-cell: Α. 419: [1208, 967, 1238, 978]
- anaselitsa-paragraph: ΑΝΑΣΕΛΙΤΣΑ 22. Ἡ συγκοινωνία τῆς Δυτικῆς Μακεδονίας καὶ ἰδίως τῆς περιφερείας μας εἶναι ἐλλιπεστάτη. Αἱ ὁδοὶ κατὰ τὸν χειμῶνα καθίστανται ἀδιάβατοι καὶ τὰ χωρία ἀποκόπτονται ἀπὸ τὰ ἀστικὰ κέντρα. Ἡ κατασκευὴ τῆς ὁδοῦ Κοζάνης — Σιατίστης — Ἀνασελίτσης εἶναι ζήτημα ζωτικῆς σημασίας διὰ τὸν τόπον.: [1347, 314, 1550, 423]
- milk-ad-header: [50, 1149, 255, 1179]
- bank-table-cell: »: [1262, 1007, 1268, 1018]
- fashion-paragraph: Τὰ φορέματα τοῦ βραδυνοῦ εἶναι μακρύτερα ἀπὸ τὰ περσινά, μὲ πλούσιες φοῦστες καὶ ἐλαφρὰ ὑφάσματα.: [706, 682, 904, 718]
- milk-can-image: [50, 1255, 255, 1455]
- world-title: Μὲ δυὸ λόγια: [916, 797, 998, 814]
- truths-label: ΜΙΚΡΕΣ ΑΛΗΘΕΙΕΣ: [487, 1055, 695, 1072]
- bank-table-cell: 2230: [1136, 1027, 1159, 1038]
- world-item: — Καὶ πῶς ζῇ;: [916, 988, 986, 1000]
- bank-table-cell: 106: [1441, 967, 1459, 978]
- bank-table-cell: Ἀνω Μπαξέ 11: [1325, 967, 1394, 978]
- divider: [268, 804, 474, 805]
- bank-table-cell: 17.000: [1480, 977, 1512, 988]
- market-title: ΕΒΔΟΜΑΔΙΑΙΑ ΕΜΠΟΡΙΚΗ ΑΓΟΡΑ: [287, 91, 455, 120]
- cinema-center: [1171, 1089, 1506, 1281]
- poem-line: Τὴ σιωπηλὴ αὐγὴ σὰν φύγῃ ὁ ἥλιος: [487, 676, 657, 688]
- bank-table-cell: Ἐξάδων 36: [1325, 907, 1378, 918]
- auto-paragraph: Καλοῦνται τὰ μέλη τοῦ Συνδέσμου Αὐτοκινητιστῶν Μακεδονίας ὅπως προσέλθωσιν εἰς τὴν γενικὴν συνέλευσιν τὴν Κυριακὴν 25 τρέχοντος καὶ ὥραν 10 π. μ. ἐν τοῖς γραφείοις τοῦ Συνδέσμου.: [268, 723, 474, 784]
- divider: [706, 1193, 904, 1194]
- story-paragraph: Ὅλα μιλοῦσαν γιὰ τὴν ἀγάπη, γιὰ τὸν χρόνο ποὺ περνᾷ καὶ γιὰ τὴ ζωὴ ποὺ ξαναγεννιέται κάθε ἄνοιξη.: [487, 960, 695, 996]
- competition-sub: ΠΡΟΚΗΡ. ΔΙΑΓΩΝΙΣΜΟΥ: [306, 369, 436, 382]
- bank-table-cell: »: [1262, 1017, 1268, 1028]
- bank-table-cell: 1956: [1136, 977, 1159, 988]
- bank-col-header: Ἀρ. κτημ.: [1134, 897, 1206, 908]
- kozani-signer: Ἀνταποκριτής: [1258, 747, 1331, 759]
- serial-publisher: ΕΡ. ΣΟΥΔΕΡΜΑΝ: [657, 1926, 737, 1937]
- bank-table-cell: Καλλιδρίας 21: [1325, 927, 1394, 938]
- vessi-title: ΕΝΑ ΨΗΦΙΣΜΑ: [1398, 496, 1499, 513]
- serial-paragraph: Σιγὰ-σιγὰ ἡ νύχτα ἔπεφτε καὶ τὰ φῶτα τῆς πόλεως ἄναβαν ἕνα-ἕνα.: [701, 2077, 907, 2101]
- fashion-illustration: [802, 291, 902, 491]
- column-rule: [262, 88, 263, 2168]
- bank-table-cell: 12.500: [1480, 1007, 1512, 1018]
- bank-table-cell: 50: [1441, 1027, 1453, 1038]
- rail-sub: Δημοπρασία προμηθείας: [309, 822, 433, 835]
- house-label: ΤΑ ΤΟΙΧΩΝ ΚΑΙ ΤΑ ΕΛΥΩΝ: [706, 724, 904, 741]
- divider: [268, 546, 474, 547]
- truth-item: Ὅταν ὁμιλεῖτε περὶ ἑνὸς ἀνθρώπου ποὺ δὲν εἶναι παρών, ἐνθυμηθῆτε ὅτι καὶ σεῖς κάποτε θὰ λείπετε.: [487, 1074, 695, 1111]
- poem-title: Ἄφωνος πόνος: [543, 658, 639, 675]
- aig-title: ΑΙΓ' ΑΠ' ΟΛΑ: [975, 554, 1056, 570]
- market-signer: Ὁ Πρόεδρος Κοινότητος Ι. ΔΑΝΙΗΛΙΔΗΣ: [341, 322, 474, 345]
- kozani-paragraph: ΚΟΖΑΝΗ 23. Τὸ κακουργιοδικεῖον Κοζάνης ἐξέδωκε χθὲς τὴν ἀπόφασίν του διὰ τοὺς κατηγορουμένους διὰ ληστείαν καὶ φόνον. Ἐκ τῶν κατηγορουμένων οἱ δύο κατεδικάσθησαν εἰς θάνατον, οἱ δὲ λοιποὶ εἰς ἰσόβια δεσμά. Οἱ συνήγοροι τῆς ὑπερασπίσεως ἠσκησαν ἀναίρεσιν κατὰ τῆς ἀποφάσεως.: [1127, 645, 1331, 742]
- berroia-paragraph: ΒΕΡΡΟΙΑ 22. Ἡ τιμὴ τοῦ κρέατος ἐξακολουθεῖ νὰ παραμένῃ ὑψηλὴ παρὰ τὰς ἐπανειλημμένας διαμαρτυρίας τῶν κατοίκων. Οἱ κρεοπῶλαι ἰσχυρίζονται ὅτι τὰ ζῶα ἀγοράζονται ἀκριβὰ ἀπὸ τοὺς κτηνοτρόφους, ἐνῷ ἡ κοινὴ γνώμη ζητεῖ τὴν ἄμεσον ἐπέμβασιν τῶν ἀρχῶν διὰ τὴν καθιέρωσιν λογικῆς διατιμήσεως. Ἐλπίζεται ὅτι ἡ Ἀγορανομία θὰ λάβῃ τὰ δέοντα μέτρα.: [1127, 327, 1331, 448]
- bank-notice: [1127, 790, 1550, 1076]
